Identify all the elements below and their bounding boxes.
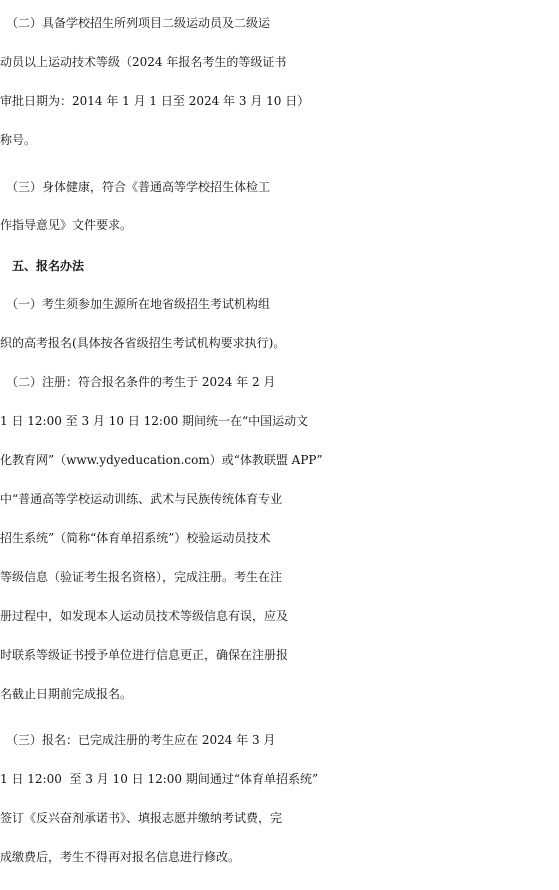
reg-para-3-line-1: （三）报名：已完成注册的考生应在 2024 年 3 月: [0, 733, 276, 747]
para-2-line-4: 称号。: [0, 133, 37, 147]
reg-para-3-line-4: 成缴费后，考生不得再对报名信息进行修改。: [0, 850, 241, 864]
reg-para-2-line-2: 1 日 12:00 至 3 月 10 日 12:00 期间统一在“中国运动文: [0, 414, 309, 428]
para-2-line-2: 动员以上运动技术等级（2024 年报名考生的等级证书: [0, 55, 287, 69]
para-3-line-1: （三）身体健康，符合《普通高等学校招生体检工: [0, 180, 271, 194]
reg-para-2-line-8: 时联系等级证书授予单位进行信息更正，确保在注册报: [0, 648, 289, 662]
reg-para-2-line-4: 中“普通高等学校运动训练、武术与民族传统体育专业: [0, 492, 283, 506]
reg-para-1-line-1: （一）考生须参加生源所在地省级招生考试机构组: [0, 297, 271, 311]
reg-para-2-line-7: 册过程中，如发现本人运动员技术等级信息有误，应及: [0, 609, 289, 623]
para-3-line-2: 作指导意见》文件要求。: [0, 218, 133, 232]
reg-para-3-line-3: 签订《反兴奋剂承诺书》、填报志愿并缴纳考试费，完: [0, 811, 283, 825]
reg-para-2-line-1: （二）注册：符合报名条件的考生于 2024 年 2 月: [0, 375, 276, 389]
reg-para-2-line-9: 名截止日期前完成报名。: [0, 687, 133, 701]
section-heading: 五、报名办法: [0, 259, 85, 273]
reg-para-2-line-5: 招生系统”（简称“体育单招系统”）校验运动员技术: [0, 531, 271, 545]
reg-para-3-line-2: 1 日 12:00 至 3 月 10 日 12:00 期间通过“体育单招系统”: [0, 772, 319, 786]
para-2-line-3: 审批日期为：2014 年 1 月 1 日至 2024 年 3 月 10 日）: [0, 94, 310, 108]
para-2-line-1: （二）具备学校招生所列项目二级运动员及二级运: [0, 16, 271, 30]
reg-para-2-line-6: 等级信息（验证考生报名资格），完成注册。考生在注: [0, 570, 283, 584]
reg-para-2-line-3: 化教育网”（www.ydyeducation.com）或“体教联盟 APP”: [0, 453, 323, 467]
reg-para-1-line-2: 织的高考报名(具体按各省级招生考试机构要求执行)。: [0, 336, 286, 350]
